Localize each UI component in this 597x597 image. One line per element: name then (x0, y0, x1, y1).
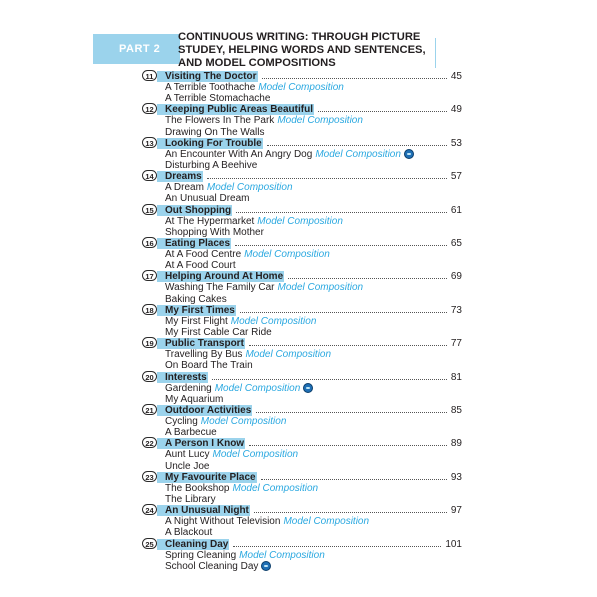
subtopic-title: On Board The Train (165, 360, 253, 372)
title-line-1: CONTINUOUS WRITING: THROUGH PICTURE (178, 31, 421, 43)
subtopic-title: Baking Cakes (165, 293, 227, 305)
chapter-number-badge: 20 (142, 371, 157, 382)
subtopic-title: Shopping With Mother (165, 226, 264, 238)
subtopic-item[interactable] (142, 327, 462, 338)
toc-entry[interactable] (142, 71, 462, 104)
toc-title-line (157, 271, 462, 282)
model-composition-label: Model Composition (283, 516, 370, 528)
page-title (178, 31, 426, 69)
model-composition-label: Model Composition (257, 215, 343, 227)
chapter-number-badge: 15 (142, 204, 157, 215)
subtopic-item[interactable] (142, 115, 462, 126)
subtopic-item[interactable] (142, 550, 462, 561)
model-composition-label: Model Composition (258, 82, 344, 93)
model-composition-label: Model Composition (214, 382, 301, 394)
subtopic-item[interactable] (142, 193, 462, 204)
subtopic-title: A Terrible Toothache (165, 82, 256, 93)
toc-entry-heading (142, 472, 462, 483)
subtopic-title: Aunt Lucy (165, 449, 210, 461)
toc-entry-heading (142, 171, 462, 182)
subtopic-title: At The Hypermarket (165, 215, 255, 227)
cd-disc-icon (261, 561, 271, 571)
chapter-number-badge: 25 (142, 538, 157, 549)
subtopic-item[interactable] (142, 449, 462, 460)
chapter-number-badge: 11 (142, 70, 157, 81)
title-line-3: AND MODEL COMPOSITIONS (178, 56, 336, 69)
page-number: 89 (450, 438, 462, 450)
toc-entry-heading (142, 372, 462, 383)
chapter-title[interactable]: Eating Places (157, 238, 231, 249)
chapter-number-badge: 16 (142, 237, 157, 248)
toc-entry[interactable] (142, 405, 462, 438)
toc-title-line (157, 505, 462, 516)
subtopic-title: The Flowers In The Park (165, 115, 275, 127)
toc-entry-heading (142, 305, 462, 316)
subtopic-item[interactable] (142, 349, 462, 360)
chapter-title[interactable]: Interests (157, 372, 208, 383)
subtopic-title: My First Cable Car Ride (165, 327, 272, 339)
subtopic-item[interactable] (142, 127, 462, 138)
dot-leader (261, 478, 447, 480)
subtopic-title: Uncle Joe (165, 460, 210, 472)
title-line-2: STUDEY, HELPING WORDS AND SENTENCES, (178, 43, 426, 56)
toc-title-line (157, 305, 462, 316)
subtopic-item[interactable] (142, 160, 462, 171)
toc-title-line (157, 472, 462, 483)
page-number: 53 (450, 137, 462, 149)
model-composition-label: Model Composition (277, 115, 363, 127)
chapter-title[interactable]: Looking For Trouble (157, 138, 263, 149)
subtopic-title: Travelling By Bus (165, 349, 243, 361)
subtopic-item[interactable] (142, 516, 462, 527)
subtopic-item[interactable] (142, 249, 462, 260)
dot-leader (212, 378, 447, 380)
dot-leader (236, 211, 447, 213)
subtopic-item[interactable] (142, 416, 462, 427)
page-number: 69 (450, 271, 462, 283)
toc-entry[interactable] (142, 205, 462, 238)
toc-entry-heading (142, 405, 462, 416)
page-number: 65 (450, 238, 462, 250)
model-composition-label: Model Composition (212, 449, 299, 461)
page-number: 45 (450, 71, 462, 82)
cd-disc-icon (404, 149, 414, 159)
subtopic-title: Gardening (165, 382, 212, 394)
dot-leader (318, 110, 447, 112)
page-number: 77 (450, 338, 462, 350)
model-composition-label: Model Composition (277, 282, 364, 294)
chapter-title[interactable]: My First Times (157, 305, 236, 316)
subtopic-title: A Night Without Television (165, 516, 281, 528)
chapter-title[interactable]: Out Shopping (157, 205, 232, 216)
subtopic-title: Disturbing A Beehive (165, 160, 258, 172)
subtopic-item[interactable] (142, 483, 462, 494)
dot-leader (249, 444, 447, 446)
table-of-contents (142, 71, 462, 572)
subtopic-item[interactable] (142, 427, 462, 438)
chapter-title[interactable]: Helping Around At Home (157, 271, 284, 282)
model-composition-label: Model Composition (232, 482, 319, 494)
toc-entry-heading (142, 205, 462, 216)
toc-entry-heading (142, 271, 462, 282)
toc-entry[interactable] (142, 505, 462, 538)
dot-leader (254, 511, 447, 513)
subtopic-item[interactable] (142, 394, 462, 405)
page-number: 61 (450, 204, 462, 216)
chapter-number-badge: 21 (142, 404, 157, 415)
toc-title-line (157, 338, 462, 349)
chapter-title[interactable]: Keeping Public Areas Beautiful (157, 104, 314, 115)
subtopic-title: An Unusual Dream (165, 193, 250, 205)
toc-entry-heading (142, 539, 462, 550)
header-rule (432, 38, 436, 68)
chapter-title[interactable]: Public Transport (157, 338, 245, 349)
subtopic-item[interactable] (142, 527, 462, 538)
subtopic-title: A Terrible Stomachache (165, 93, 271, 105)
dot-leader (262, 77, 447, 79)
model-composition-label: Model Composition (206, 182, 293, 194)
subtopic-title: Cycling (165, 416, 198, 428)
subtopic-title: Spring Cleaning (165, 549, 237, 561)
subtopic-title: The Library (165, 494, 216, 506)
dot-leader (288, 277, 447, 279)
subtopic-title: School Cleaning Day (165, 560, 259, 572)
toc-entry[interactable] (142, 104, 462, 137)
chapter-number-badge: 13 (142, 137, 157, 148)
model-composition-label: Model Composition (244, 249, 330, 261)
chapter-title[interactable]: A Person I Know (157, 438, 245, 449)
toc-entry[interactable] (142, 138, 462, 171)
model-composition-label: Model Composition (239, 549, 325, 561)
toc-title-line (157, 104, 462, 115)
toc-entry[interactable] (142, 171, 462, 204)
subtopic-item[interactable] (142, 383, 462, 394)
page-number: 73 (450, 304, 462, 316)
toc-title-line (157, 372, 462, 383)
chapter-title[interactable]: Visiting The Doctor (157, 71, 258, 82)
dot-leader (235, 244, 447, 246)
page-number: 57 (450, 171, 462, 183)
subtopic-title: A Dream (165, 182, 204, 194)
subtopic-title: My Aquarium (165, 393, 224, 405)
toc-entry-heading (142, 338, 462, 349)
toc-title-line (157, 205, 462, 216)
model-composition-label: Model Composition (315, 148, 401, 160)
subtopic-title: Washing The Family Car (165, 282, 275, 294)
model-composition-label: Model Composition (230, 315, 317, 327)
part-label: PART 2 (119, 43, 161, 55)
subtopic-title: The Bookshop (165, 482, 230, 494)
subtopic-title: At A Food Court (165, 260, 236, 272)
chapter-number-badge: 12 (142, 103, 157, 114)
subtopic-item[interactable] (142, 494, 462, 505)
subtopic-item[interactable] (142, 182, 462, 193)
toc-title-line (157, 138, 462, 149)
page-number: 97 (450, 505, 462, 517)
subtopic-item[interactable] (142, 93, 462, 104)
subtopic-title: Drawing On The Walls (165, 126, 265, 138)
toc-entry-heading (142, 505, 462, 516)
toc-entry-heading (142, 238, 462, 249)
toc-entry-heading (142, 71, 462, 82)
chapter-title[interactable]: Cleaning Day (157, 539, 229, 550)
toc-entry[interactable] (142, 305, 462, 338)
part-label-tab (93, 34, 180, 64)
toc-entry-heading (142, 438, 462, 449)
toc-title-line (157, 171, 462, 182)
subtopic-item[interactable] (142, 294, 462, 305)
subtopic-item[interactable] (142, 216, 462, 227)
toc-entry[interactable] (142, 372, 462, 405)
toc-entry-heading (142, 138, 462, 149)
subtopic-title: At A Food Centre (165, 249, 242, 261)
chapter-number-badge: 17 (142, 270, 157, 281)
dot-leader (267, 144, 447, 146)
subtopic-title: My First Flight (165, 315, 228, 327)
toc-title-line (157, 71, 462, 82)
toc-entry[interactable] (142, 238, 462, 271)
toc-entry-heading (142, 104, 462, 115)
subtopic-item[interactable] (142, 260, 462, 271)
chapter-number-badge: 19 (142, 337, 157, 348)
dot-leader (249, 344, 447, 346)
subtopic-title: An Encounter With An Angry Dog (165, 148, 313, 160)
chapter-title[interactable]: Dreams (157, 171, 203, 182)
page-number: 93 (450, 471, 462, 483)
toc-title-line (157, 539, 462, 550)
chapter-number-badge: 24 (142, 504, 157, 515)
subtopic-item[interactable] (142, 149, 462, 160)
subtopic-item[interactable] (142, 316, 462, 327)
page-number: 49 (450, 104, 462, 116)
subtopic-item[interactable] (142, 461, 462, 472)
subtopic-item[interactable] (142, 282, 462, 293)
chapter-title[interactable]: My Favourite Place (157, 472, 257, 483)
toc-entry[interactable] (142, 438, 462, 471)
page-number: 81 (450, 371, 462, 383)
chapter-title[interactable]: Outdoor Activities (157, 405, 252, 416)
subtopic-title: A Barbecue (165, 427, 217, 439)
dot-leader (256, 411, 447, 413)
chapter-title[interactable]: An Unusual Night (157, 505, 250, 516)
subtopic-item[interactable] (142, 227, 462, 238)
model-composition-label: Model Composition (200, 416, 287, 428)
dot-leader (233, 545, 441, 547)
cd-disc-icon (303, 383, 313, 393)
chapter-number-badge: 23 (142, 471, 157, 482)
toc-title-line (157, 238, 462, 249)
page-number: 85 (450, 405, 462, 417)
page-number: 101 (445, 538, 462, 550)
chapter-number-badge: 14 (142, 170, 157, 181)
chapter-number-badge: 18 (142, 304, 157, 315)
dot-leader (207, 177, 447, 179)
dot-leader (240, 311, 447, 313)
subtopic-item[interactable] (142, 561, 462, 572)
toc-title-line (157, 405, 462, 416)
toc-entry[interactable] (142, 338, 462, 371)
subtopic-item[interactable] (142, 82, 462, 93)
toc-entry[interactable] (142, 271, 462, 304)
toc-entry[interactable] (142, 472, 462, 505)
subtopic-title: A Blackout (165, 527, 213, 539)
toc-entry[interactable] (142, 539, 462, 572)
chapter-number-badge: 22 (142, 437, 157, 448)
toc-title-line (157, 438, 462, 449)
subtopic-item[interactable] (142, 360, 462, 371)
model-composition-label: Model Composition (245, 349, 332, 361)
